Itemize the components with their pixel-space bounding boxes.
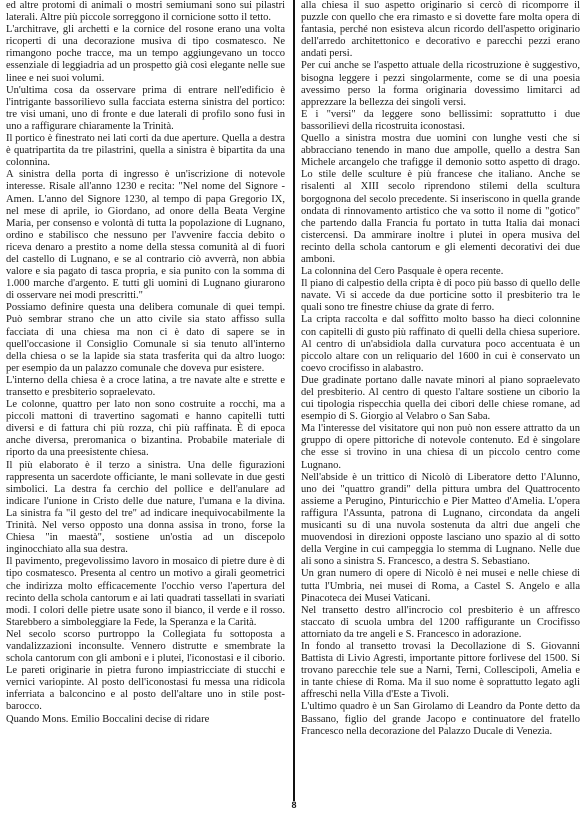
paragraph: Quello a sinistra mostra due uomini con lunghe vesti che si abbracciano tenendo in mano due ampolle, quello a destra San Michele arcangelo che trafigge il demonio sotto aspetto di drago. Lo stile delle sculture è più francese che italiano. Anche se risalenti al XIII secolo riprendono stilemi della scultura borgognona del secolo precedente. Si inseriscono in quella grande ondata di rinnovamento artistico che va sotto il nome di "gotico" che partendo dalla Francia fu portato in tutta Italia dai monaci cistercensi. Da ammirare inoltre i plutei in opera musiva del recinto della schola cantorum e gli elementi decorativi dei due amboni. (301, 133, 580, 265)
paragraph: Le colonne, quattro per lato non sono costruite a rocchi, ma a piccoli mattoni di travertino sagomati e hanno capitelli tutti diversi e di fattura chi più rozza, chi più raffinata. È di epoca anche diversa, preromanica o bizantina. Probabile materiale di riporto da una preesistente chiesa. (6, 399, 285, 459)
page-number: 8 (291, 800, 297, 810)
paragraph: La colonnina del Cero Pasquale è opera recente. (301, 266, 504, 278)
paragraph: La cripta raccolta e dal soffitto molto basso ha dieci colonnine con capitelli di gusto più raffinato di quelli della chiesa superiore. Al centro di un'absidiola dalla curvatura poco accentuata è un piccolo altare con un reliquario del 1600 in cui è conservato un coevo crocifisso in alabastro. (301, 314, 580, 374)
paragraph: Possiamo definire questa una delibera comunale di quei tempi. Può sembrar strano che un atto civile sia stato affisso sulla facciata di una chiesa ma non ci è dato di sapere se in quell'occasione il Consiglio Comunale si sia tenuto all'interno della chiesa o se la lapide sia stata trasferita qui da altro luogo: per esempio da un palazzo comunale che doveva pur esistere. (6, 302, 285, 374)
paragraph: A sinistra della porta di ingresso è un'iscrizione di notevole interesse. Risale all'anno 1230 e recita: "Nel nome del Signore - Amen. L'anno del Signore 1230, al tempo di papa Gregorio IX, nel mese di aprile, io Giordano, ad onore della Beata Vergine Maria, per consenso e volontà di tutta la popolazione di Lugnano, ordino e stabilisco che nessuno per l'avvenire faccia debito o riceva denaro a prestito a nome della stessa comunità al di fuori del castello di Lugnano, e se al contrario ciò avverrà, non abbia valore e sia pagato di tasca propria, e sia punito con la somma di 1.000 marche d'argento. E tutti gli uomini di Lugnano giurarono di osservare nei modi prescritti." (6, 169, 285, 302)
paragraph: Il piano di calpestio della cripta è di poco più basso di quello delle navate. Vi si accede da due porticine sotto il presbiterio tra le quali sono tre finestre chiuse da grate di ferro. (301, 278, 580, 314)
paragraph: E i "versi" da leggere sono bellissimi: soprattutto i due bassorilievi della ricostruita iconostasi. (301, 108, 580, 132)
paragraph: Nel secolo scorso purtroppo la Collegiata fu sottoposta a vandalizzazioni inconsulte. Vennero distrutte e smembrate la schola cantorum con gli amboni e i plutei, l'iconostasi e il ciborio. Le pareti originarie in pietra furono impiastricciate di stucchi e vernici variopinte. Al posto dell'iconostasi fu messa una ridicola inferriata a balconcino e al posto dell'altare uno in stile post-barocco. (6, 628, 285, 713)
paragraph: L'ultimo quadro è un San Girolamo di Leandro da Ponte detto da Bassano, figlio del grande Jacopo e continuatore del fratello Francesco nella decorazione del Palazzo Ducale di Venezia. (301, 701, 580, 737)
paragraph: Due gradinate portano dalle navate minori al piano sopraelevato del presbiterio. Al centro di questo l'altare sostiene un ciborio la cui tipologia rispecchia quella dei cibori delle chiese romane, ad esempio di S. Giorgio al Velabro o San Saba. (301, 374, 580, 423)
paragraph: Ma l'interesse del visitatore qui non può non essere attratto da un gruppo di opere pittoriche di notevole contenuto. Ed è singolare che esse si trovino in una chiesa di un piccolo centro come Lugnano. (301, 423, 580, 471)
paragraph: Quando Mons. Emilio Boccalini decise di ridare (6, 713, 210, 725)
paragraph: Il portico è finestrato nei lati corti da due aperture. Quella a destra è quatripartita da tre pilastrini, quella a sinistra è bipartita da una colonnina. (6, 133, 285, 169)
paragraph: L'interno della chiesa è a croce latina, a tre navate alte e strette e transetto e presbiterio sopraelevato. (6, 374, 285, 398)
paragraph: Un'ultima cosa da osservare prima di entrare nell'edificio è l'intrigante bassorilievo sulla facciata esterna sinistra del portico: tre visi umani, uno di fronte e due laterali di profilo sono fusi in uno a raffigurare chiaramente la Trinità. (6, 84, 285, 132)
paragraph: Il pavimento, pregevolissimo lavoro in mosaico di pietre dure è di tipo cosmatesco. Presenta al centro un motivo a girali geometrici che indirizza molto efficacemente l'occhio verso l'apertura del recinto della schola cantorum e ai lati quadrati tassellati in svariati modi. I colori delle pietre usate sono il bianco, il verde e il rosso. Starebbero a simboleggiare la Fede, la Speranza e la Carità. (6, 556, 285, 628)
paragraph: Nel transetto destro all'incrocio col presbiterio è un affresco staccato di scuola umbra del 1200 raffigurante un Crocifisso attorniato da tre angeli e S. Francesco in adorazione. (301, 604, 580, 640)
paragraph: Il più elaborato è il terzo a sinistra. Una delle figurazioni rappresenta un sacerdote officiante, le mani sollevate in due gesti simbolici. La destra fa cerchio del pollice e dell'anulare ad indicare l'unione in Cristo delle due nature, l'umana e la divina. La sinistra fa "il gesto del tre" ad indicare inequivocabilmente la Trinità. Nel verso opposto una donna assisa in trono, forse la Chiesa "in maestà", sostiene un'ostia ad un discepolo inginocchiato alla sua destra. (6, 459, 285, 556)
paragraph: L'architrave, gli archetti e la cornice del rosone erano una volta ricoperti di una decorazione musiva di tipo cosmatesco. Ne rimangono poche tracce, ma un tempo aggiungevano un tocco essenziale di leggiadria ad un prospetto già così elegante nelle sue linee e nei suoi volumi. (6, 24, 285, 84)
left-text-column (6, 0, 285, 806)
paragraph: Nell'abside è un trittico di Nicolò di Liberatore detto l'Alunno, uno dei "quattro grandi" della pittura umbra del Quattrocento assieme a Perugino, Pinturicchio e Pier Matteo d'Amelia. L'opera raffigura l'Assunta, patrona di Lugnano, circondata da angeli musicanti su di una nuvola sostenuta da altri due angeli che muovendosi in direzioni opposte lasciano uno spazio al di sotto della Vergine in cui campeggia lo stemma di Lugnano. Nelle due ali sono a sinistra S. Francesco, a destra S. Sebastiano. (301, 471, 580, 568)
paragraph: In fondo al transetto trovasi la Decollazione di S. Giovanni Battista di Livio Agresti, importante pittore forlivese del 1500. Si trovano parecchie tele sue a Narni, Terni, Collescipoli, Amelia e in tante chiese di Roma. Ma il suo nome è soprattutto legato agli affreschi nella Villa d'Este a Tivoli. (301, 640, 580, 701)
paragraph: alla chiesa il suo aspetto originario si cercò di ricomporre il puzzle con quello che era rimasto e si dovette fare molta opera di fantasia, perché non esisteva alcun ricordo dell'aspetto originario dell'arredo architettonico e decorativo e parecchi pezzi erano andati persi. (301, 0, 580, 60)
paragraph: ed altre protomi di animali o mostri semiumani sono sui pilastri laterali. Altre più piccole sorreggono il cornicione sotto il tetto. (6, 0, 285, 24)
paragraph: Per cui anche se l'aspetto attuale della ricostruzione è suggestivo, bisogna leggere i pezzi singolarmente, come se di una poesia avessimo perso la forma originaria dovessimo limitarci ad apprezzare la bellezza dei singoli versi. (301, 60, 580, 108)
paragraph: Un gran numero di opere di Nicolò è nei musei e nelle chiese di tutta l'Umbria, nei musei di Roma, a Castel S. Angelo e alla Pinacoteca dei Musei Vaticani. (301, 568, 580, 604)
column-divider (293, 0, 295, 801)
right-text-column (301, 0, 580, 806)
